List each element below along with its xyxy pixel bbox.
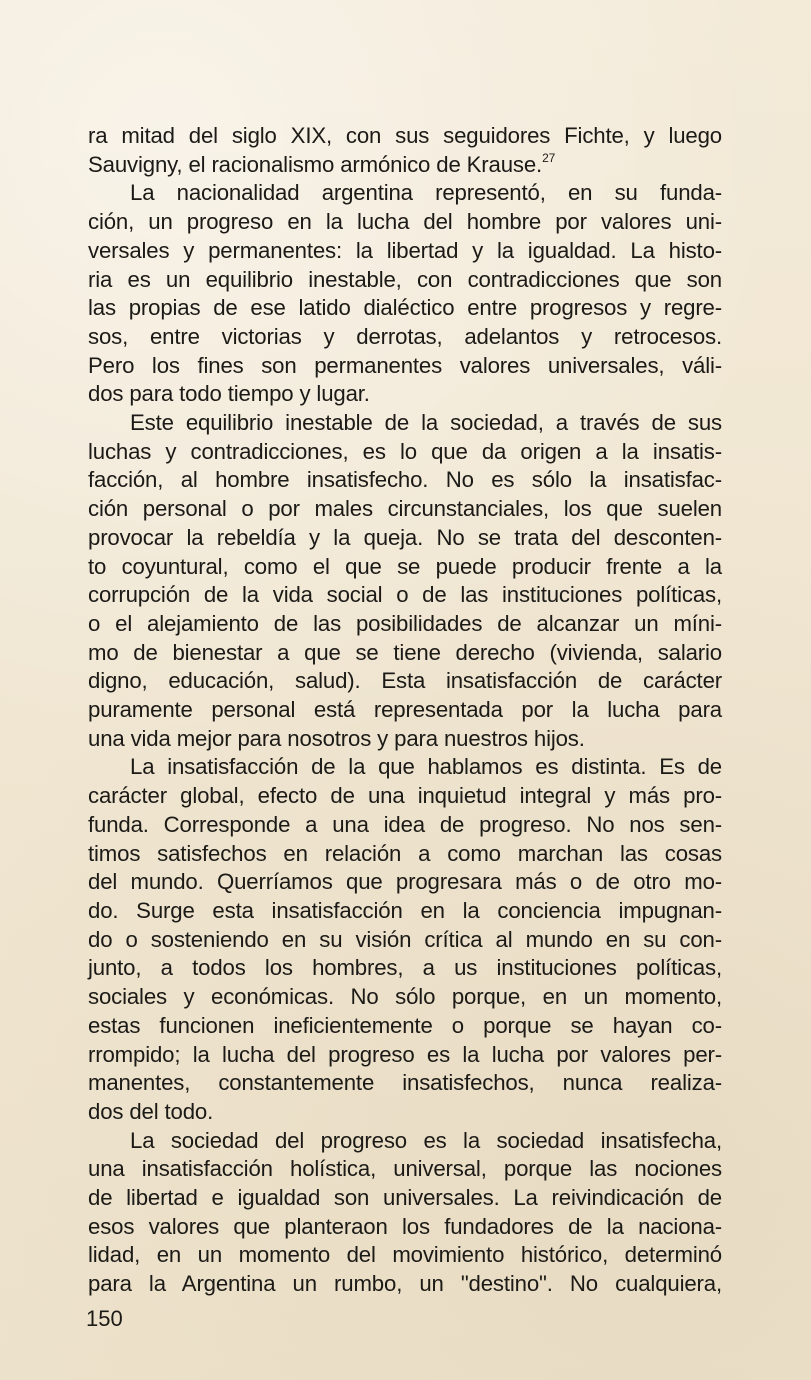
text-line: sos, entre victorias y derrotas, adelantos y retrocesos. — [88, 323, 722, 349]
text-line: ra mitad del siglo XIX, con sus seguidores Fichte, y luego — [88, 123, 722, 148]
text-line: funda. Corresponde a una idea de progreso. No nos sen- — [88, 811, 722, 837]
text-line: manentes, constantemente insatisfechos, nunca realiza- — [88, 1070, 722, 1096]
text-line: La insatisfacción de la que hablamos es distinta. Es de — [130, 754, 722, 780]
text-line: ción personal o por males circunstanciales, los que suelen — [88, 496, 722, 522]
text-line: mo de bienestar a que se tiene derecho (vivienda, salario — [88, 639, 722, 665]
text-line: timos satisfechos en relación a como marchan las cosas — [88, 840, 722, 866]
page-number: 150 — [86, 1306, 123, 1331]
text-line: del mundo. Querríamos que progresara más o de otro mo- — [88, 869, 722, 895]
text-line: una insatisfacción holística, universal, porque las nociones — [88, 1156, 722, 1182]
text-line: junto, a todos los hombres, a us instituciones políticas, — [88, 955, 722, 981]
text-line: esos valores que planteraon los fundadores de la naciona- — [88, 1213, 722, 1239]
text-line: provocar la rebeldía y la queja. No se trata del desconten- — [88, 524, 722, 550]
text-line: rrompido; la lucha del progreso es la lucha por valores per- — [88, 1041, 722, 1067]
text-line: estas funcionen ineficientemente o porque se hayan co- — [88, 1012, 722, 1038]
text-line: luchas y contradicciones, es lo que da origen a la insatis- — [88, 438, 722, 464]
text-line: versales y permanentes: la libertad y la igualdad. La histo- — [88, 237, 722, 263]
text-line: corrupción de la vida social o de las instituciones políticas, — [88, 582, 722, 608]
text-line: Este equilibrio inestable de la sociedad, a través de sus — [130, 410, 722, 436]
text-line: La sociedad del progreso es la sociedad insatisfecha, — [130, 1127, 722, 1153]
footnote-marker: 27 — [542, 150, 556, 165]
text-line: Pero los fines son permanentes valores universales, váli- — [88, 352, 722, 378]
text-line: ción, un progreso en la lucha del hombre por valores uni- — [88, 209, 722, 235]
text-line: las propias de ese latido dialéctico entre progresos y regre- — [88, 295, 722, 321]
text-line: dos del todo. — [88, 1098, 214, 1124]
text-line: La nacionalidad argentina representó, en su funda- — [130, 180, 722, 206]
text-line: o el alejamiento de las posibilidades de alcanzar un míni- — [88, 610, 722, 636]
text-line: carácter global, efecto de una inquietud integral y más pro- — [88, 783, 722, 809]
text-line: sociales y económicas. No sólo porque, en un momento, — [88, 984, 722, 1010]
text-line: digno, educación, salud). Esta insatisfacción de carácter — [88, 668, 722, 694]
text-line: para la Argentina un rumbo, un "destino". No cualquiera, — [88, 1271, 722, 1297]
text-line: to coyuntural, como el que se puede producir frente a la — [88, 553, 722, 579]
text-line: lidad, en un momento del movimiento histórico, determinó — [88, 1242, 722, 1268]
text-line: ria es un equilibrio inestable, con contradicciones que son — [88, 266, 722, 292]
text-line: Sauvigny, el racionalismo armónico de Krause.$^{27}$ — [88, 150, 556, 177]
text-line: do. Surge esta insatisfacción en la conciencia impugnan- — [88, 897, 722, 923]
text-line: facción, al hombre insatisfecho. No es sólo la insatisfac- — [88, 467, 722, 493]
text-line: de libertad e igualdad son universales. La reivindicación de — [88, 1185, 722, 1211]
text-line: una vida mejor para nosotros y para nuestros hijos. — [88, 725, 585, 751]
text-line: puramente personal está representada por la lucha para — [88, 697, 722, 723]
text-line: do o sosteniendo en su visión crítica al mundo en su con- — [88, 926, 722, 952]
text-line: dos para todo tiempo y lugar. — [88, 381, 370, 407]
body-text — [88, 122, 722, 1299]
